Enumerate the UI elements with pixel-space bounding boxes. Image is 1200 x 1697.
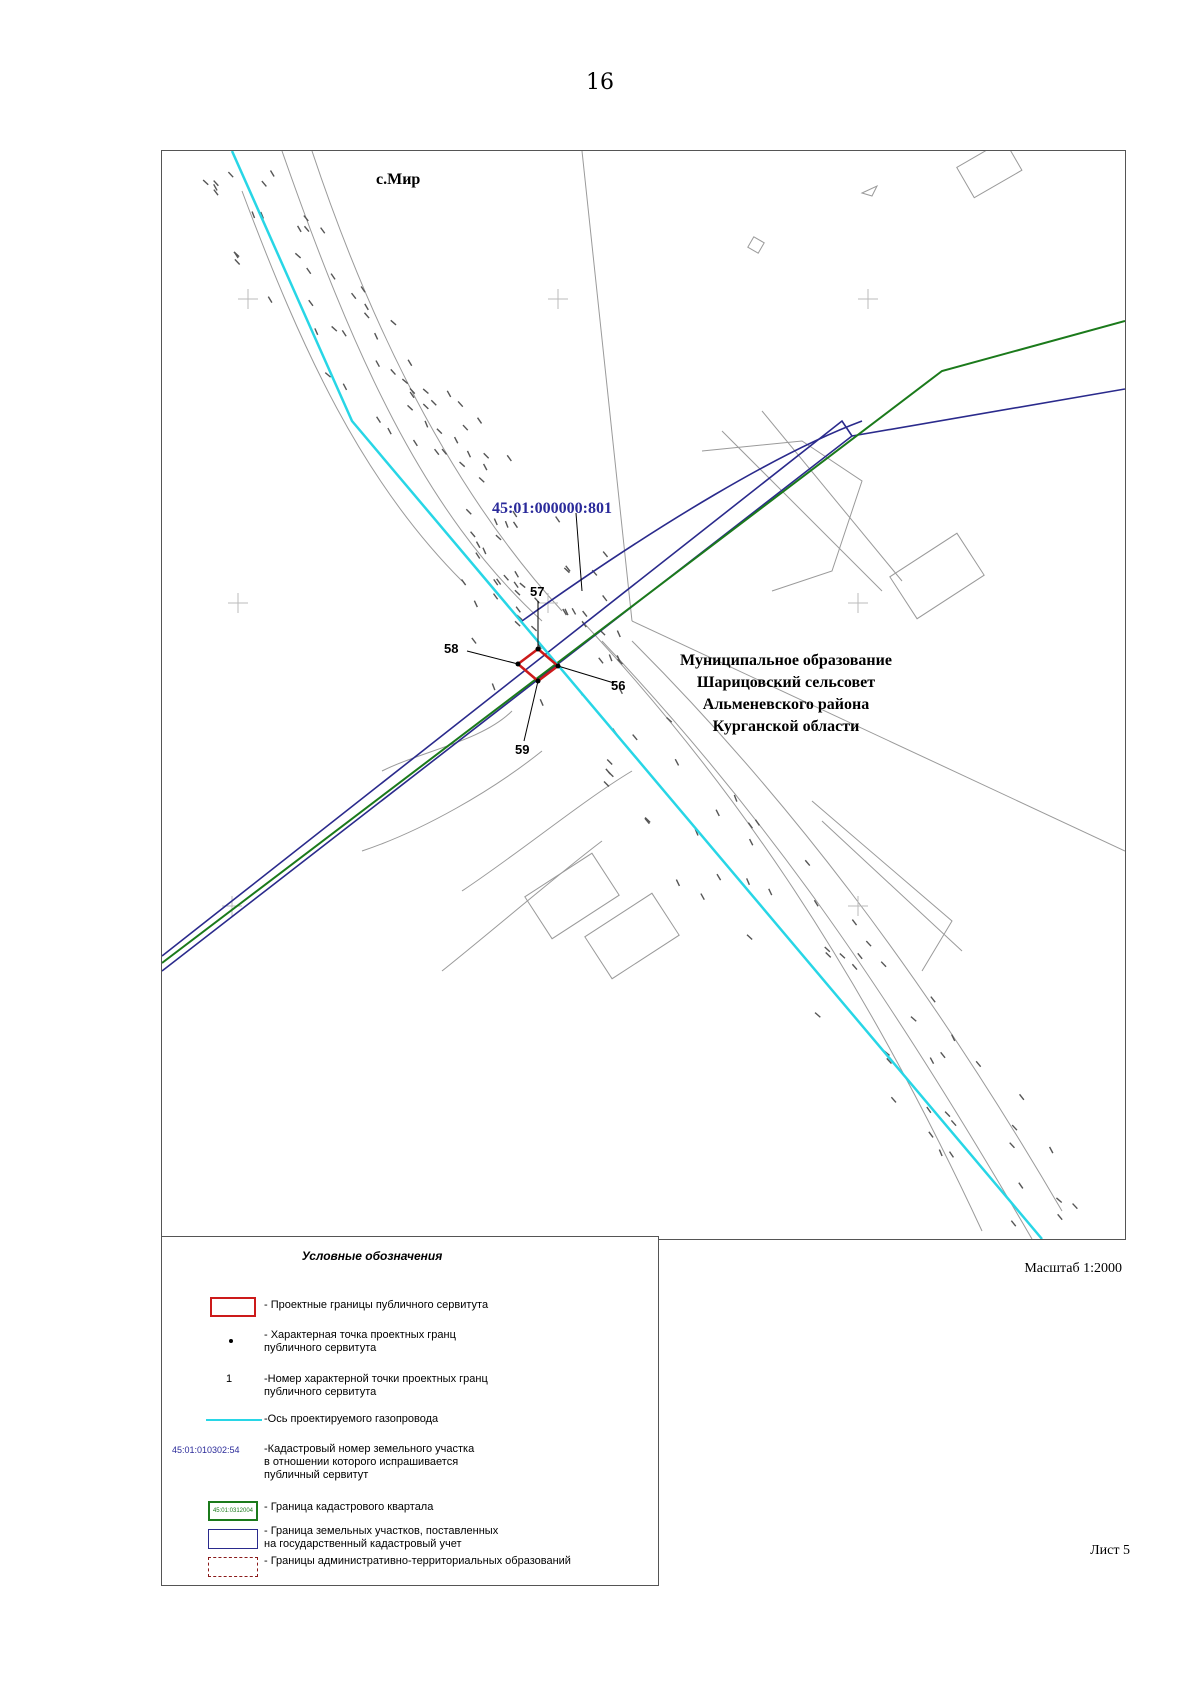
point-label-59: 59 [515,742,530,757]
elevation-mark [390,369,396,375]
elevation-marks [203,170,1078,1227]
elevation-mark [582,611,587,617]
elevation-mark [304,226,310,232]
elevation-mark [507,455,512,461]
grid-cross [238,289,258,309]
settlement-label: с.Мир [376,171,421,188]
elevation-mark [945,1111,951,1117]
elevation-mark [270,170,275,177]
topo-contour [362,751,542,851]
elevation-mark [602,595,607,601]
elevation-mark [390,320,396,326]
elevation-mark [716,874,721,881]
elevation-mark [857,953,862,959]
elevation-mark [203,180,209,186]
elevation-mark [331,326,337,332]
elevation-mark [531,626,537,632]
elevation-mark [295,253,301,259]
elevation-mark [447,391,452,398]
elevation-mark [617,630,621,637]
elevation-mark [423,388,429,394]
elevation-mark [331,273,336,280]
elevation-mark [459,462,465,468]
elevation-mark [454,437,458,444]
topo-contour [282,151,545,621]
legend [161,1236,659,1586]
elevation-mark [598,657,603,663]
elevation-mark [1012,1125,1018,1131]
elevation-mark [303,215,308,221]
elevation-mark [555,516,560,523]
elevation-mark [351,293,356,299]
legend-item-admin [162,1553,658,1593]
legend-item-point-number [162,1373,658,1413]
point-swatch [229,1339,233,1343]
elevation-mark [261,181,267,187]
elevation-mark [494,518,498,525]
elevation-mark [471,638,476,644]
point-label-58: 58 [444,641,459,656]
legend-text: -Номер характерной точки проектных гранц публичного сервитута [264,1373,488,1398]
elevation-mark [675,759,680,766]
elevation-mark [676,879,680,886]
elevation-mark [476,541,481,548]
legend-text: - Граница земельных участков, поставленных на государственный кадастровый учет [264,1525,499,1550]
elevation-mark [364,312,370,318]
elevation-mark [234,259,240,265]
elevation-mark [413,440,418,447]
cadastral-number-sample: 45:01:010302:54 [172,1445,240,1455]
leader-58 [467,651,518,664]
topo-line [822,821,962,951]
point-number-sample: 1 [226,1373,233,1385]
elevation-mark [746,878,750,885]
elevation-mark [320,227,325,233]
quarter-swatch: 45:01:0312004 [208,1501,258,1521]
elevation-mark [1049,1147,1054,1154]
elevation-mark [1009,1142,1015,1148]
topo-contour [462,771,632,891]
elevation-mark [755,819,760,826]
elevation-mark [839,953,845,959]
elevation-mark [436,428,442,434]
grid-cross [228,593,248,613]
elevation-mark [715,809,719,816]
legend-item-point [162,1329,658,1369]
sheet-label: Лист 5 [1090,1543,1130,1558]
elevation-mark [1018,1182,1023,1189]
municipality-line-4: Курганской области [712,718,860,735]
elevation-mark [514,582,519,589]
topo-structure [748,237,764,253]
topo-contour [382,711,512,771]
elevation-mark [306,268,311,275]
elevation-mark [1072,1203,1078,1209]
municipality-label [680,652,892,735]
elevation-mark [477,417,482,424]
page-number: 16 [586,70,614,95]
elevation-mark [268,296,273,303]
elevation-mark [466,509,472,515]
gas-pipeline-axis [232,151,1042,1239]
servitude-boundary [518,649,558,681]
elevation-mark [228,172,234,178]
legend-item-servitude [162,1293,658,1333]
elevation-mark [431,400,437,406]
elevation-mark [824,947,830,953]
elevation-mark [930,1057,935,1064]
elevation-mark [387,428,392,435]
elevation-mark [700,893,705,900]
elevation-mark [364,304,369,311]
elevation-mark [572,608,577,615]
elevation-mark [513,522,518,529]
topo-structure [585,893,679,979]
elevation-mark [930,996,935,1002]
topo-contour [442,841,602,971]
elevation-mark [482,547,486,554]
elevation-mark [342,330,347,337]
elevation-mark [976,1061,982,1067]
topo-contour [312,151,562,611]
legend-item-cadastral [162,1443,658,1499]
elevation-mark [492,683,496,690]
elevation-mark [805,860,811,866]
grid-cross [548,289,568,309]
elevation-mark [603,551,608,557]
elevation-mark [540,699,544,706]
elevation-mark [939,1149,943,1156]
elevation-mark [514,571,519,578]
elevation-mark [516,606,521,612]
topo-line [812,801,952,971]
elevation-mark [374,333,378,340]
parcel-swatch [208,1529,258,1549]
elevation-mark [749,839,753,846]
grid-cross [848,593,868,613]
elevation-mark [423,404,429,410]
legend-text: -Ось проектируемого газопровода [264,1413,439,1425]
parcel-boundary-line [522,421,862,621]
elevation-mark [479,477,485,483]
elevation-mark [852,964,858,970]
elevation-mark [375,360,380,367]
elevation-mark [747,934,753,940]
topo-structure [525,853,619,939]
elevation-mark [940,1052,945,1058]
elevation-mark [308,300,313,306]
elevation-mark [632,734,638,740]
leader-59 [524,681,538,741]
parcel-boundary-line [852,389,1125,436]
topo-contour [702,441,862,591]
servitude-swatch [210,1297,256,1317]
elevation-mark [467,451,471,458]
elevation-mark [910,1016,916,1022]
point-label-57: 57 [530,584,545,599]
cadastral-number-label: 45:01:000000:801 [492,500,612,517]
elevation-mark [376,416,381,423]
elevation-mark [407,359,412,366]
elevation-mark [343,383,348,390]
parcel-boundary [162,389,1125,971]
elevation-mark [483,464,488,471]
elevation-mark [949,1151,954,1158]
gas-line-swatch [206,1419,262,1421]
topo-structure [957,151,1022,198]
elevation-mark [470,531,476,537]
elevation-mark [519,583,525,589]
elevation-mark [474,600,478,607]
topo-line [762,411,902,581]
topo-line [722,431,882,591]
elevation-mark [1011,1220,1016,1226]
elevation-mark [503,575,509,581]
elevation-mark [604,781,610,787]
elevation-mark [866,941,872,947]
elevation-mark [434,449,439,455]
grid-crosses [222,289,878,916]
elevation-mark [1057,1214,1063,1220]
elevation-mark [748,822,753,828]
elevation-mark [458,401,464,407]
elevation-mark [605,768,611,774]
grid-cross [858,289,878,309]
elevation-mark [881,961,887,967]
elevation-mark [462,425,468,431]
elevation-mark [852,919,857,925]
elevation-mark [815,1012,821,1018]
elevation-mark [768,889,772,896]
elevation-mark [607,759,613,765]
legend-text: - Проектные границы публичного сервитута [264,1299,489,1311]
legend-text: - Граница кадастрового квартала [264,1501,434,1513]
topography-layer [242,151,1125,1239]
elevation-mark [825,952,831,958]
legend-text: - Границы административно-территориальных образований [264,1555,571,1567]
elevation-mark [213,189,218,195]
legend-title: Условные обозначения [301,1249,443,1263]
topo-structure [890,533,984,619]
cadastral-leader [576,513,582,591]
elevation-mark [928,1131,933,1137]
grid-cross [848,896,868,916]
municipality-line-2: Шарицовский сельсовет [696,674,876,691]
topo-structure [862,186,877,196]
elevation-mark [461,579,466,585]
cadastral-map [161,150,1126,1240]
elevation-mark [407,405,413,411]
elevation-mark [1019,1094,1024,1100]
legend-text: - Характерная точка проектных гранц публичного сервитута [264,1329,456,1354]
elevation-mark [951,1120,957,1126]
municipality-line-3: Альменевского района [702,696,870,713]
elevation-mark [483,453,489,459]
quarter-boundary-line [162,321,1125,963]
municipality-line-1: Муниципальное образование [680,652,892,669]
elevation-mark [297,226,302,233]
elevation-mark [505,521,509,528]
map-drawing [162,151,1125,1239]
point-label-56: 56 [611,678,626,693]
quarter-boundary [162,321,1125,963]
elevation-mark [314,328,318,335]
elevation-mark [609,654,613,661]
admin-swatch [208,1557,258,1577]
legend-text: -Кадастровый номер земельного участка в отношении которого испрашивается публичный сервитут [264,1443,475,1481]
elevation-mark [891,1097,897,1103]
scale-label: Масштаб 1:2000 [1024,1261,1122,1276]
